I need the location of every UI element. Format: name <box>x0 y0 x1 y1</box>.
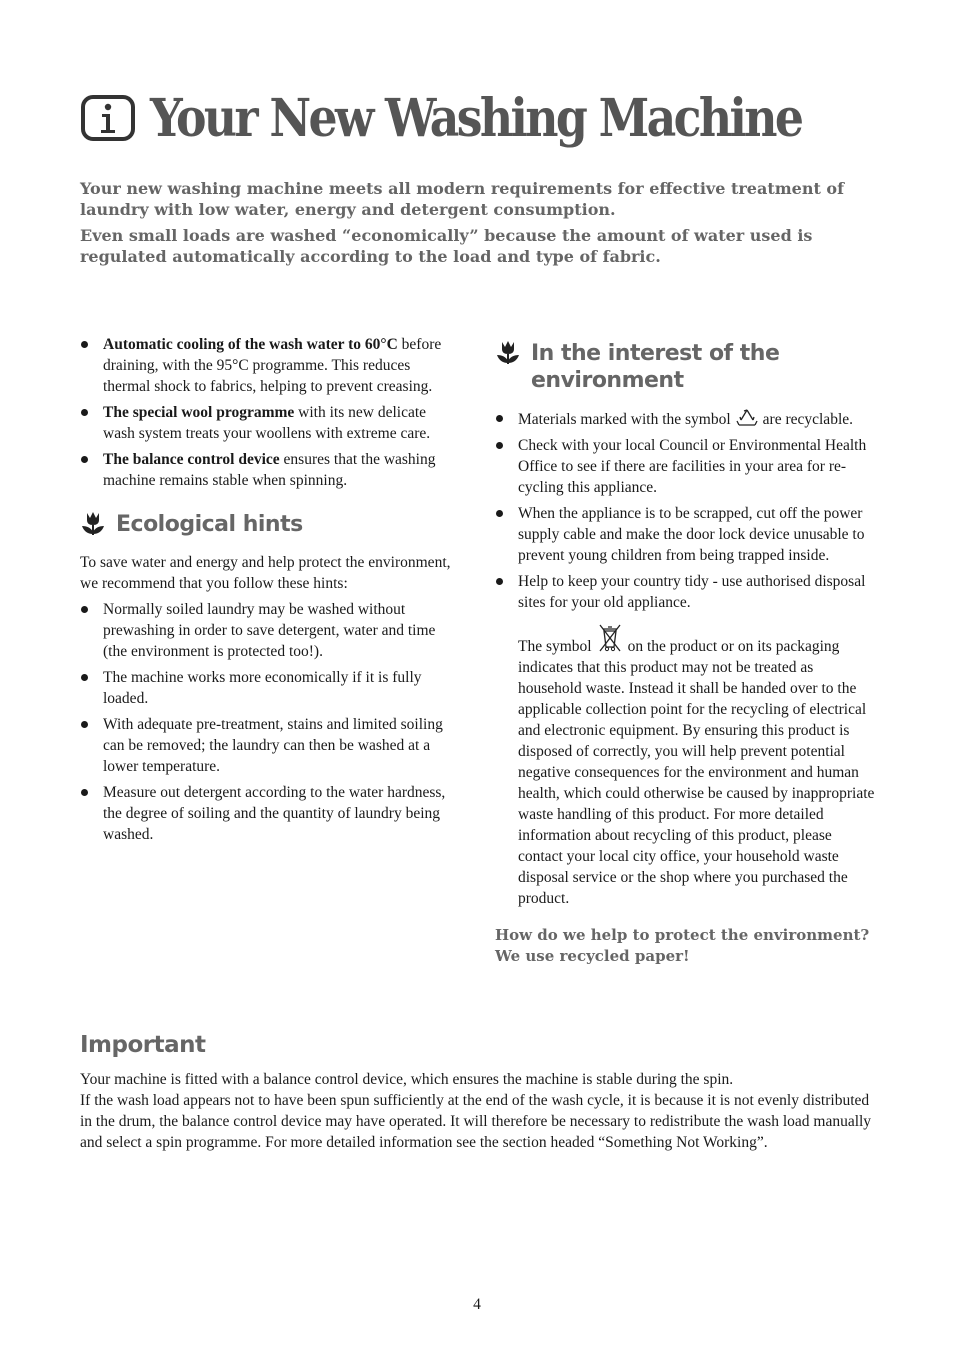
bullet-icon <box>81 721 88 728</box>
left-column <box>80 334 460 850</box>
page-title: Your New Washing Machine <box>150 87 802 149</box>
flower-icon <box>80 511 106 537</box>
ecological-item-text: Measure out detergent according to the water hardness, the degree of soiling and the quantity of laundry being washed. <box>103 784 446 843</box>
symbol-text-after: on the product or on its packaging indicates that this product may not be treated as household waste. Instead it shall be handed over to the applicable collection point for the recycling of electrical and electronic equipment. By ensuring this product is disposed of correctly, you will help prevent potential negative consequences for the environment and human health, which could otherwise be caused by inappropriate waste handling of this product. For more detailed information about recycling of this product, please contact your local city office, your household waste disposal service or the shop where you purchased the product. <box>518 638 875 907</box>
bullet-icon <box>496 578 503 585</box>
environment-item <box>495 571 880 909</box>
environment-item-text: When the appliance is to be scrapped, cut off the power supply cable and make the door lock device unusable to prevent young children from being trapped inside. <box>518 505 865 564</box>
recycle-text-after: are recyclable. <box>762 411 853 428</box>
info-icon <box>80 90 136 146</box>
bullet-icon <box>81 674 88 681</box>
bullet-icon <box>496 415 503 422</box>
feature-title: The balance control device <box>103 451 280 468</box>
ecological-item <box>80 667 460 709</box>
feature-title: Automatic cooling of the wash water to 60°C <box>103 336 398 353</box>
recycled-paper-question: How do we help to protect the environment? <box>495 926 870 944</box>
environment-title-line2: environment <box>531 368 684 393</box>
feature-text: before draining, with the 95°C programme. This reduces thermal shock to fabrics, helping to prevent creasing. <box>103 336 442 395</box>
environment-item <box>495 503 880 566</box>
ecological-item-text: Normally soiled laundry may be washed without prewashing in order to save detergent, water and time (the environment is protected too!). <box>103 601 436 660</box>
feature-text: ensures that the washing machine remains stable when spinning. <box>103 451 436 489</box>
flower-icon <box>495 340 521 366</box>
feature-list <box>80 334 460 491</box>
right-column <box>495 334 880 967</box>
environment-item <box>495 408 880 430</box>
ecological-hints-title: Ecological hints <box>116 512 303 537</box>
environment-item-text: Check with your local Council or Environmental Health Office to see if there are facilities in your area for re-cycling this appliance. <box>518 437 867 496</box>
ecological-hints-heading <box>80 511 460 538</box>
page-title-block <box>80 86 890 150</box>
symbol-text-before: The symbol <box>518 638 592 655</box>
feature-text: with its new delicate wash system treats your woollens with extreme care. <box>103 404 431 442</box>
intro-paragraph: Even small loads are washed “economically” because the amount of water used is regulated automatically according to the load and type of fabric. <box>80 226 813 266</box>
ecological-item-text: With adequate pre-treatment, stains and limited soiling can be removed; the laundry can then be washed at a lower temperature. <box>103 716 443 775</box>
important-heading: Important <box>80 1032 206 1058</box>
bullet-icon <box>81 341 88 348</box>
recycled-paper-answer: We use recycled paper! <box>495 947 690 965</box>
bullet-icon <box>81 789 88 796</box>
environment-heading <box>495 340 880 394</box>
recycle-text-before: Materials marked with the symbol <box>518 411 731 428</box>
intro-paragraph: Your new washing machine meets all modern requirements for effective treatment of laundry with low water, energy and detergent consumption. <box>80 179 844 219</box>
feature-item <box>80 449 460 491</box>
environment-title <box>531 340 779 394</box>
ecological-item <box>80 599 460 662</box>
ecological-intro: To save water and energy and help protect the environment, we recommend that you follow these hints: <box>80 554 451 592</box>
feature-item <box>80 402 460 444</box>
bullet-icon <box>496 442 503 449</box>
feature-item <box>80 334 460 397</box>
important-line: Your machine is fitted with a balance control device, which ensures the machine is stable during the spin. <box>80 1071 734 1088</box>
crossed-out-bin-icon <box>598 623 622 653</box>
bullet-icon <box>496 510 503 517</box>
bullet-icon <box>81 606 88 613</box>
ecological-item <box>80 782 460 845</box>
ecological-item <box>80 714 460 777</box>
disposal-symbol-paragraph <box>518 623 880 909</box>
environment-list <box>495 408 880 909</box>
recycle-icon <box>736 408 758 428</box>
ecological-list <box>80 599 460 845</box>
bullet-icon <box>81 409 88 416</box>
page-number: 4 <box>473 1296 481 1313</box>
ecological-item-text: The machine works more economically if it is fully loaded. <box>103 669 422 707</box>
feature-title: The special wool programme <box>103 404 295 421</box>
important-line: If the wash load appears not to have been spun sufficiently at the end of the wash cycle, it is because it is not evenly distributed in the drum, the balance control device may have operated. It will therefore be necessary to redistribute the wash load manually and select a spin programme. For more detailed information see the section headed “Something Not Working”. <box>80 1092 872 1151</box>
intro-text <box>80 178 870 272</box>
environment-item-text: Help to keep your country tidy - use authorised disposal sites for your old appliance. <box>518 573 866 611</box>
environment-item <box>495 435 880 498</box>
important-section <box>80 1032 880 1153</box>
environment-title-line1: In the interest of the <box>531 341 780 366</box>
recycled-paper-note <box>495 925 880 967</box>
bullet-icon <box>81 456 88 463</box>
